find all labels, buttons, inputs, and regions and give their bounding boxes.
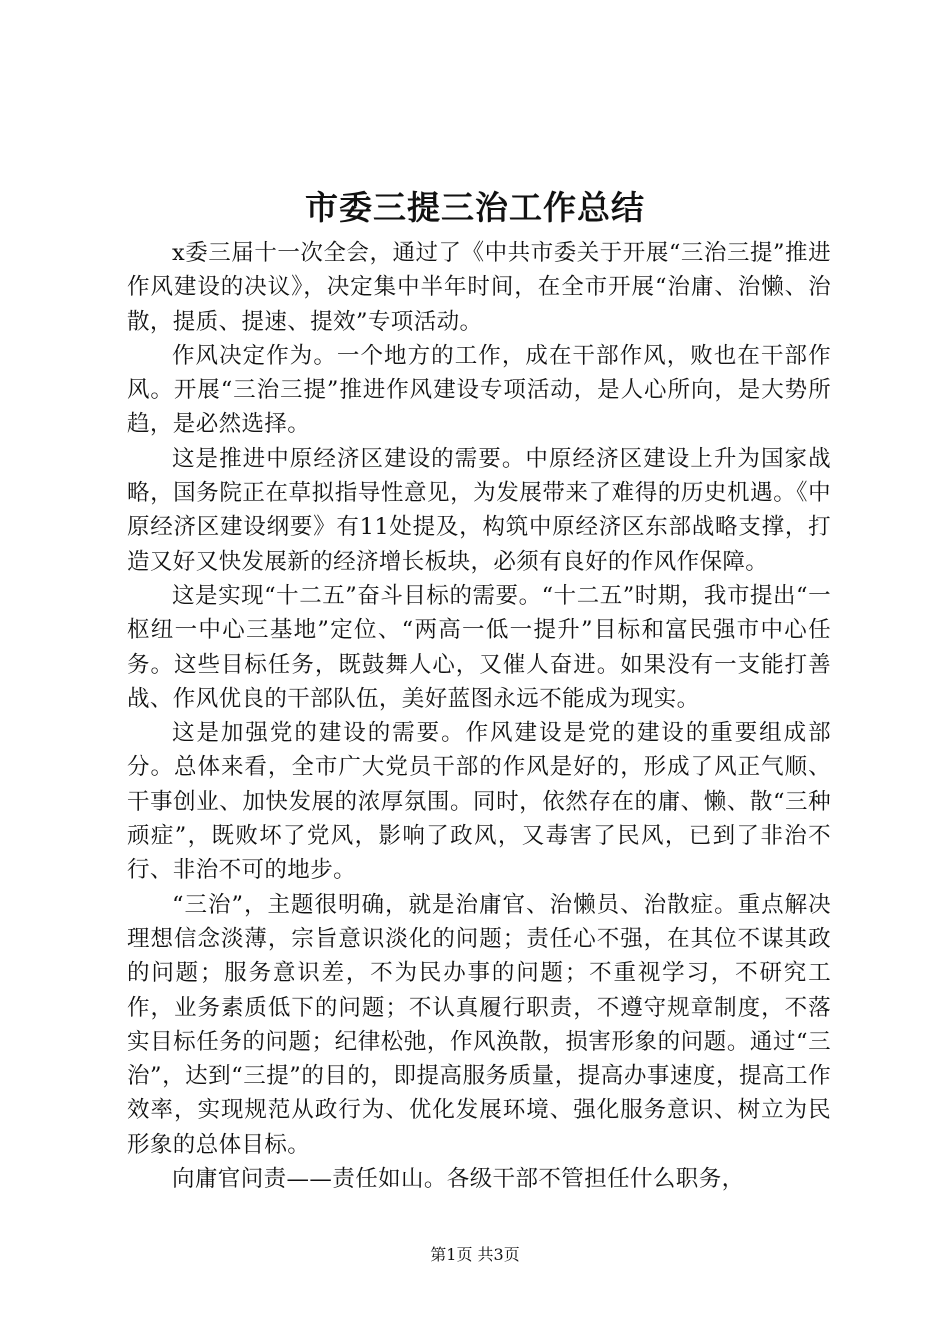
paragraph: x委三届十一次全会，通过了《中共市委关于开展“三治三提”推进作风建设的决议》，决定集中半年时间，在全市开展“治庸、治懒、治散，提质、提速、提效”专项活动。 (127, 240, 831, 335)
document-body (127, 236, 831, 1196)
paragraph: 这是加强党的建设的需要。作风建设是党的建设的重要组成部分。总体来看，全市广大党员干部的作风是好的，形成了风正气顺、干事创业、加快发展的浓厚氛围。同时，依然存在的庸、懒、散“三种顽症”，既败坏了党风，影响了政风，又毒害了民风，已到了非治不行、非治不可的地步。 (127, 720, 831, 884)
paragraph: 这是推进中原经济区建设的需要。中原经济区建设上升为国家战略，国务院正在草拟指导性意见，为发展带来了难得的历史机遇。《中原经济区建设纲要》有11处提及，构筑中原经济区东部战略支撑，打造又好又快发展新的经济增长板块，必须有良好的作风作保障。 (127, 445, 831, 575)
page-footer: 第1页 共3页 (430, 1245, 520, 1264)
paragraph: 作风决定作为。一个地方的工作，成在干部作风，败也在干部作风。开展“三治三提”推进作风建设专项活动，是人心所向，是大势所趋，是必然选择。 (127, 342, 831, 438)
paragraph: 这是实现“十二五”奋斗目标的需要。“十二五”时期，我市提出“一枢纽一中心三基地”定位、“两高一低一提升”目标和富民强市中心任务。这些目标任务，既鼓舞人心，又催人奋进。如果没有一支能打善战、作风优良的干部队伍，美好蓝图永远不能成为现实。 (127, 582, 831, 712)
paragraph: 向庸官问责——责任如山。各级干部不管担任什么职务， (172, 1166, 745, 1193)
paragraph: “三治”，主题很明确，就是治庸官、治懒员、治散症。重点解决理想信念淡薄，宗旨意识淡化的问题；责任心不强，在其位不谋其政的问题；服务意识差，不为民办事的问题；不重视学习，不研究工作，业务素质低下的问题；不认真履行职责，不遵守规章制度，不落实目标任务的问题；纪律松弛，作风涣散，损害形象的问题。通过“三治”，达到“三提”的目的，即提高服务质量，提高办事速度，提高工作效率，实现规范从政行为、优化发展环境、强化服务意识、树立为民形象的总体目标。 (127, 891, 831, 1158)
document-title: 市委三提三治工作总结 (305, 188, 645, 227)
